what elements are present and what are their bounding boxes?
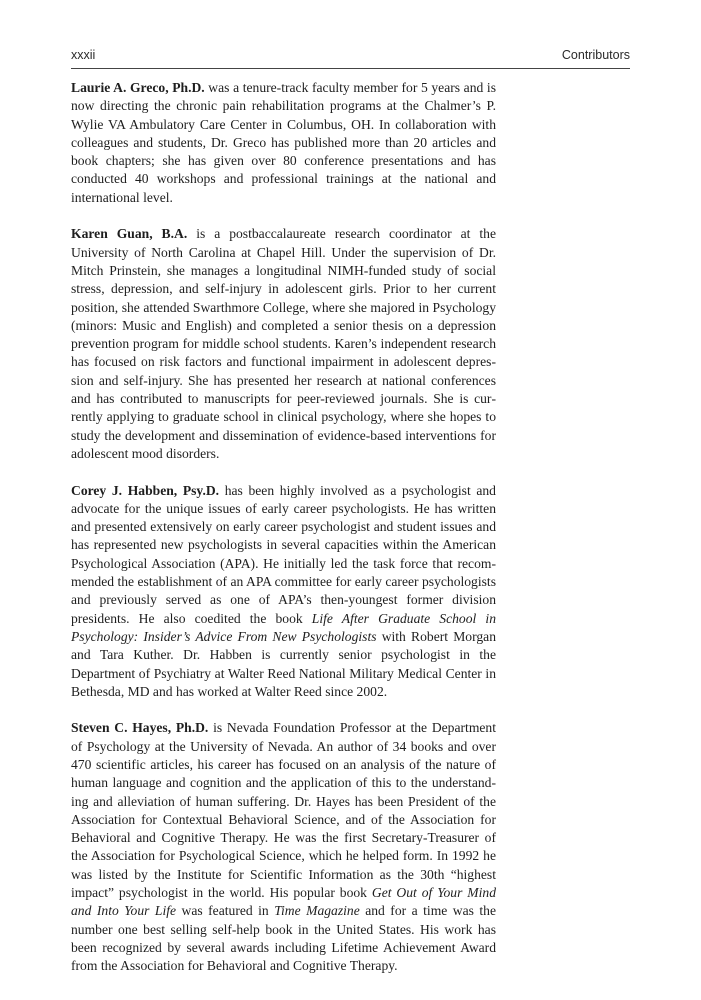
contributors-list: [71, 79, 496, 994]
page-number: xxxii: [71, 48, 96, 62]
contributor-name: Karen Guan, B.A.: [71, 226, 188, 242]
contributor-entry-hayes: [71, 719, 496, 975]
contributor-name: Laurie A. Greco, Ph.D.: [71, 80, 205, 95]
book-title: Get Out of Your Mind and Into Your Life: [71, 885, 496, 919]
header-rule: [71, 68, 630, 69]
contributor-bio: is a postbaccalaureate research coordinator at the University of North Carolina at Chapel Hill. Under the supervision of Dr. Mitch Prinstein, she manages a longitudinal NIMH-funded study of social stress, depression, and self-injury in adolescent girls. Prior to her current position, she attended Swarthmore College, where she majored in Psychology (minors: Music and English) and completed a senior thesis on a depression prevention program for middle school students. Karen’s independent research has focused on risk factors and functional impairment in adolescent depression and self-injury. She has presented her research at national conferences and has contributed to manuscripts for peer-reviewed journals. She is currently applying to graduate school in clinical psychology, where she hopes to study the development and dissemination of evidence-based interventions for adolescent mood disorders.: [71, 226, 496, 461]
contributor-name: Steven C. Hayes, Ph.D.: [71, 720, 209, 736]
contributor-entry-greco: [71, 79, 496, 207]
contributor-bio: has been highly involved as a psychologist and advocate for the unique issues of early career psychologists. He has written and presented extensively on early career psychologist and student issues and has represented new psychologists in several capacities within the American Psychological Association (APA). He initially led the task force that recommended the establishment of an APA committee for early career psychologists and previously served as one of APA’s then-youngest former division presidents. He also coedited the book: [71, 482, 496, 626]
contributor-bio: was a tenure-track faculty member for 5 years and is now directing the chronic pain rehabilitation programs at the Chalmer’s P. Wylie VA Ambulatory Care Center in Columbus, OH. In collaboration with colleagues and students, Dr. Greco has published more than 20 articles and book chapters; she has given over 80 conference presentations and has conducted 40 workshops and professional trainings at the national and international level.: [71, 80, 496, 205]
running-head: [71, 46, 630, 68]
book-title: Life After Graduate School in Psychology: Insider’s Advice From New Psychologists: [71, 610, 496, 644]
contributor-bio-continued: was featured in: [176, 903, 275, 919]
contributor-entry-habben: [71, 482, 496, 702]
contributor-bio-continued: with Robert Morgan and Tara Kuther. Dr. Habben is currently senior psychologist in the Department of Psychiatry at Walter Reed National Military Medical Center in Bethesda, MD and has worked at Walter Reed since 2002.: [71, 628, 497, 699]
contributor-bio: is Nevada Foundation Professor at the Department of Psychology at the University of Nevada. An author of 34 books and over 470 scientific articles, his career has focused on an analysis of the nature of human language and cognition and the application of this to the understanding and alleviation of human suffering. Dr. Hayes has been President of the Association for Contextual Behavioral Science, and of the Association for Behavioral and Cognitive Therapy. He was the first Secretary-Treasurer of the Association for Psychological Science, which he helped form. In 1992 he was listed by the Institute for Scientific Information as the 30th “highest impact” psychologist in the world. His popular book: [71, 720, 496, 901]
contributor-name: Corey J. Habben, Psy.D.: [71, 482, 220, 498]
contributor-entry-guan: [71, 225, 496, 463]
magazine-title: Time Magazine: [274, 903, 360, 919]
section-title: Contributors: [561, 48, 630, 62]
contributor-bio-end: and for a time was the number one best selling self-help book in the United States. His work has been recognized by several awards including Lifetime Achievement Award from the Association for Behavioral and Cognitive Therapy.: [71, 903, 497, 974]
